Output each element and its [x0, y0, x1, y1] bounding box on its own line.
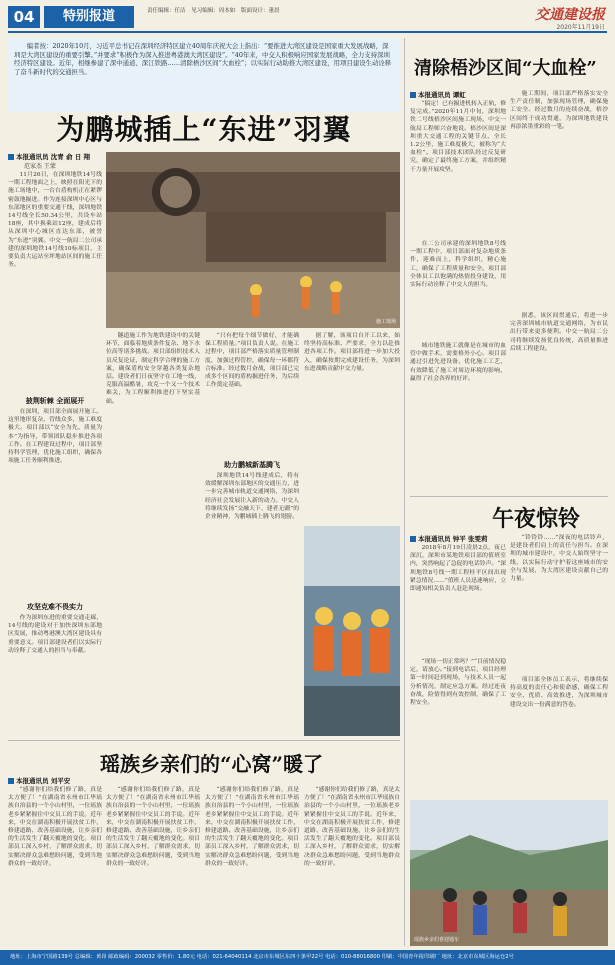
editor-credit: 见习编辑：周本如 — [191, 8, 236, 14]
main-article-col4: 据了解，该项目自开工以来，始终坚持高标准、严要求，全力以赴推进各项工作。项目部将进一步加大投入，确保按期完成建设任务，为深圳东进战略贡献中交力量。 — [304, 333, 400, 372]
workers-photo — [304, 526, 400, 736]
village-photo-art — [410, 800, 608, 946]
section-marker-icon — [410, 92, 416, 98]
main-article-col1c: 作为深圳东进的重要交通走廊，14号线的建设对于加快深圳东部地区发展，推动粤港澳大湾区建设具有重要意义。项目部建设者们以实际行动诠释了交通人的担当与奉献。 — [8, 615, 102, 654]
tunnel-photo — [106, 152, 400, 328]
right-top-headline: 清除梧沙区间“大血栓” — [414, 58, 597, 79]
bottom-article-col1: “感谢你们给我们修了路，真是太方便了！”在湖南省永州市江华瑶族自治县的一个小山村里，一位瑶族老乡紧紧握住中交员工的手说。近年来，中交在湖南积极开展扶贫工作，修建道路、改善基础设施，让乡亲们的生活发生了翻天覆地的变化。项目部员工深入乡村，了解群众需求，切实解决群众急难愁盼问题，受到当地群众的一致好评。 — [8, 787, 102, 867]
right-top-col1: “搞定！已有掘进机转入正轨，修复完成。”2020年11月中旬，深圳地铁二号线梧沙区间施工现场，中交一航局工程师兴奋地说。梧沙区间是深圳重大交通工程的关键节点，全长1.2公里，施工难度极大，被称为“大血栓”。项目部技术团队经过反复研究，确定了最终施工方案，并组织精干力量开展攻坚。 — [410, 101, 506, 173]
issue-date: 2020年11月19日 — [556, 24, 605, 31]
main-article-col3: “只有把每个细节做好，才能确保工程质量。”项目负责人说。在施工过程中，项目部严格落实质量管理制度，加强过程管控，确保每一环都符合标准。经过数月奋战，项目部已完成多个区间的盾构掘进任务，为后续工作奠定基础。 — [205, 333, 299, 389]
newspaper-name: 交通建设报 — [535, 7, 605, 23]
main-article-tag — [8, 152, 90, 161]
header-divider — [8, 31, 607, 33]
right-divider — [410, 496, 608, 497]
main-subhead-3: 助力鹏城新基腾飞 — [224, 461, 280, 469]
tunnel-photo-caption: 施工现场 — [375, 319, 396, 325]
main-subhead-2: 攻坚克难不畏实力 — [27, 603, 83, 611]
bottom-article-col4: “感谢你们给我们修了路，真是太方便了！”在湖南省永州市江华瑶族自治县的一个小山村里，一位瑶族老乡紧紧握住中交员工的手说。近年来，中交在湖南积极开展扶贫工作，修建道路、改善基础设施，让乡亲们的生活发生了翻天覆地的变化。项目部员工深入乡村，了解群众需求，切实解决群众急难愁盼问题，受到当地群众的一致好评。 — [304, 787, 400, 867]
bottom-divider — [8, 740, 400, 741]
section-marker-icon — [410, 536, 416, 542]
right-mid-col2: “铃铃铃……”深夜的电话铃声，是建设者们肩上的责任与担当。在深圳的城市建设中，中交人始终坚守一线，以实际行动守护着这座城市的安全与发展，为大湾区建设贡献自己的力量。 — [510, 535, 608, 583]
main-article-col1b: 在深圳，项目部全面展开施工。这里地形复杂，管线众多，施工难度极大。项目部以“安全为先、质量为本”为指导，带领团队稳步推进各项工作。在工程建设过程中，项目部坚持科学管理，优化施工组织，确保各项施工任务顺利推进。 — [8, 409, 102, 465]
village-photo — [410, 800, 608, 946]
right-mid-col1b: “现场一切正常吗？”“目前情况稳定，请放心。”接到电话后，项目经理第一时间赶到现场，与技术人员一起分析情况，制定应急方案。经过连夜奋战，险情得到有效控制，确保了工程安全。 — [410, 659, 506, 707]
column-divider — [404, 38, 405, 946]
bottom-article-tag — [8, 776, 70, 785]
section-marker-icon — [8, 778, 14, 784]
workers-photo-art — [304, 526, 400, 736]
editor-credits — [147, 8, 284, 15]
right-top-col1c: 城市地铁施工就像是在城市的血管中做手术，需要格外小心。项目部通过引进先进设备、优化施工工艺，有效降低了施工对周边环境的影响，赢得了社会各界的好评。 — [410, 343, 506, 382]
right-top-col2b: 据悉，该区间贯通后，将进一步完善深圳城市轨道交通网络，为市民出行带来更多便利。中交一航局二公司将继续发扬优良传统，高质量推进后续工程建设。 — [510, 313, 608, 352]
village-photo-caption: 瑶族乡亲们喜迎通车 — [414, 937, 460, 943]
bottom-article-col2: “感谢你们给我们修了路，真是太方便了！”在湖南省永州市江华瑶族自治县的一个小山村里，一位瑶族老乡紧紧握住中交员工的手说。近年来，中交在湖南积极开展扶贫工作，修建道路、改善基础设施，让乡亲们的生活发生了翻天覆地的变化。项目部员工深入乡村，了解群众需求，切实解决群众急难愁盼问题，受到当地群众的一致好评。 — [106, 787, 200, 867]
section-marker-icon — [8, 154, 14, 160]
right-top-tag — [410, 90, 466, 99]
right-top-tag-text: 本报通讯员 谭虹 — [418, 91, 466, 99]
bottom-article-col3: “感谢你们给我们修了路，真是太方便了！”在湖南省永州市江华瑶族自治县的一个小山村里，一位瑶族老乡紧紧握住中交员工的手说。近年来，中交在湖南积极开展扶贫工作，修建道路、改善基础设施，让乡亲们的生活发生了翻天覆地的变化。项目部员工深入乡村，了解群众需求，切实解决群众急难愁盼问题，受到当地群众的一致好评。 — [205, 787, 299, 867]
right-mid-headline: 午夜惊铃 — [492, 506, 581, 532]
bottom-article-tag-text: 本报通讯员 刘平安 — [16, 777, 71, 785]
right-mid-col2b: 项目部全体员工表示，将继续保持高度的责任心和使命感，确保工程安全、优质、高效推进，为深圳城市建设交出一份满意的答卷。 — [510, 677, 608, 708]
bottom-headline: 瑶族乡亲们的“心窝”暖了 — [100, 752, 324, 776]
right-mid-tag-text: 本报通讯员 钟平 张雯莉 — [418, 535, 488, 543]
right-top-col1b: 在二公司承建的深圳地铁8号线一期工程中，项目部面对复杂地质条件，迎难而上，科学组织，精心施工，确保了工程质量和安全。项目部全体员工以饱满的热情投身建设，用实际行动诠释了中交人的担当。 — [410, 241, 506, 289]
main-article-col1: 11月26日，在深圳地铁14号线一期工程地面之上，映照在阳光下的施工场地中，一台台盾构机正在紧锣密鼓地掘进。作为连接深圳中心区与东部地区的重要交通干线，深圳地铁14号线全长50.34公里，共设车站18座，其中换乘站12座，建成后将从深圳中心城区直达东部，被誉为“东进”羽翼。中交一航局二公司承建的深圳地铁14号线10标项目，主要负责大运站至坪地站区间的施工任务。 — [8, 172, 102, 269]
page-header — [0, 0, 615, 34]
editor-note: 编者按：2020年10月，习近平总书记在深圳经济特区建立40周年庆祝大会上指出：“要推进大湾区建设是国家重大发展战略，深圳是大湾区建设的重要引擎。”并要求“积极作为深入推进粤港澳大湾区建设”。“40年来，中交人积极响应国家发展战略，全力支持深圳经济特区建设。近年，相继参建了深中通道、深江铁路……清除梧沙区间“大血栓”；以实际行动助推大湾区建设，用项目建设生动诠释了奋斗新时代的交通担当。 — [8, 38, 400, 112]
main-article-col3b: 深圳地铁14号线建成后，将有效缓解深圳东部地区的交通压力，进一步完善城市轨道交通网络，为深圳经济社会发展注入新的动力。中交人将继续发扬“交融天下、建者无疆”的企业精神，为鹏城插上腾飞的翅膀。 — [205, 473, 299, 521]
editor-credit: 版面设计：董晨 — [241, 8, 280, 14]
right-mid-col1: 2018年8月19日凌晨2点，夜已深沉，深圳市某地铁项目部的值班室内，突然响起了急促的电话铃声。“深圳地铁8号线一期工程桂平区间出现紧急情况……”值班人员迅速响应，立即通知相关负责人赶赴现场。 — [410, 545, 506, 593]
main-article-tag-text: 本报通讯员 沈青 俞 日 翔 — [16, 153, 91, 161]
main-article-col2: 隧道施工作为地铁建设中的关键环节，面临着地质条件复杂、地下水位高等诸多挑战。项目部组织技术人员反复论证，制定科学合理的施工方案，确保盾构安全穿越各类复杂地层。建设者们日夜坚守在工地一线，克服高温酷暑，攻克一个又一个技术难关，为工程顺利推进打下坚实基础。 — [106, 333, 200, 405]
page-footer: 地址：上海市宁国路139号 总编辑：黄昂 邮政编码：200032 零售价：1.80元 电话：021-64040114 北京市东城区东四十条甲22号 电话：010-88016800 印刷：中国青年报印刷厂 地址：北京市东城区海运仓2号 — [0, 950, 615, 965]
editor-credit: 责任编辑：任洁 — [147, 8, 186, 14]
tunnel-photo-art — [106, 152, 400, 328]
right-top-col2: 施工期间，项目部严格落实安全生产责任制，加强现场管理，确保施工安全。经过数月的连续奋战，梧沙区间终于成功贯通，为深圳地铁建设再添浓墨重彩的一笔。 — [510, 91, 608, 130]
main-headline: 为鹏城插上“东进”羽翼 — [56, 113, 352, 146]
section-title: 特别报道 — [44, 6, 134, 28]
main-subhead-1: 披荆斩棘 全面展开 — [25, 397, 85, 405]
right-mid-tag — [410, 534, 488, 543]
main-author: 范家杰 王蒙 — [24, 163, 56, 170]
page-number: 04 — [8, 6, 40, 28]
